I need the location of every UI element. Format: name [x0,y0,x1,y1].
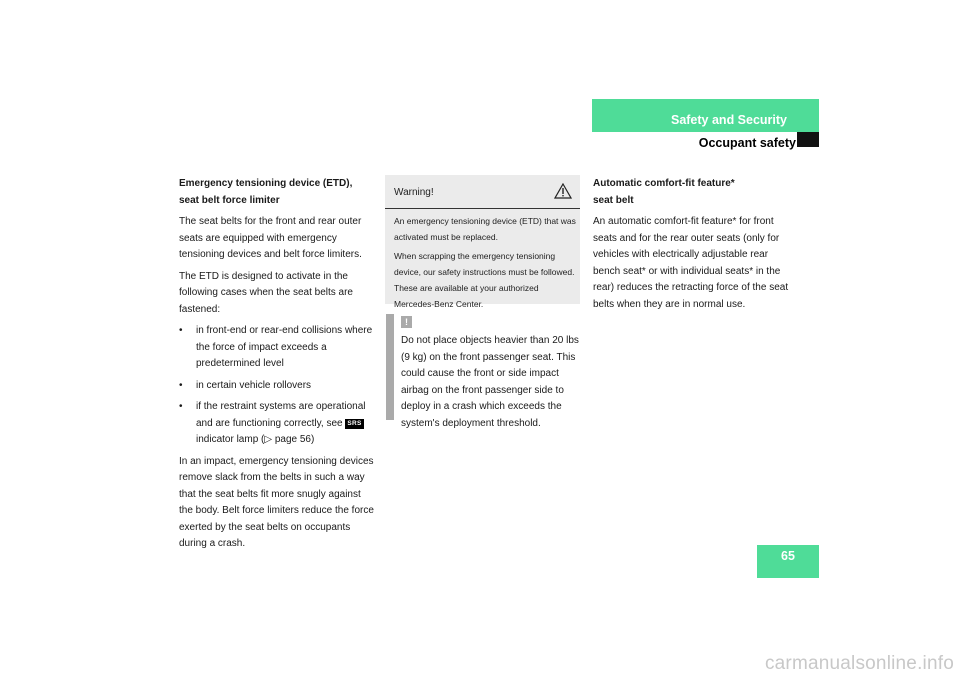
etd-heading-line2: seat belt force limiter [179,194,280,206]
page-ref-arrow-icon: ▷ [264,434,273,445]
footer-watermark: carmanualsonline.info [764,653,954,674]
page-number: 65 [781,549,795,563]
etd-heading-line1: Emergency tensioning device (ETD), [179,178,353,189]
bullet-dot: • [179,325,183,336]
comfort-fit-heading [593,176,793,209]
list-item [179,399,377,449]
notice-exclamation-icon: ! [401,316,412,328]
warning-header [385,175,580,209]
bullet-dot: • [179,379,183,391]
list-item [179,378,377,395]
left-column [179,176,377,558]
page-reference: page 56) [274,434,315,445]
bullet-dot: • [179,401,183,412]
etd-para-2: The ETD is designed to activate in the following cases when the seat belts are fastened: [179,270,353,315]
warning-title: Warning! [394,187,434,198]
header-marker [797,132,819,147]
etd-para-3: In an impact, emergency tensioning devices remove slack from the belts in such a way that the seat belts fit more snugly against the body. Belt force limiters reduce the force exerted by the seat belts on occupants during a crash. [179,455,374,549]
warning-triangle-icon [554,183,572,204]
bullet-text: if the restraint systems are operational and are functioning correctly, see [196,401,366,429]
notice-text: Do not place objects heavier than 20 lbs (9 kg) on the front passenger seat. This could cause the front or side impact airbag on the front passenger side to deploy in a crash which exceeds the system's deployment threshold. [401,335,579,429]
comfort-fit-heading-line2: seat belt [593,194,634,206]
section-header-band [592,99,819,132]
notice-bar [386,314,394,420]
bullet-text: in certain vehicle rollovers [196,379,312,391]
etd-heading [179,176,377,209]
page-number-box [757,545,819,578]
warning-box [385,175,580,309]
etd-bullet-list [179,323,377,449]
right-column [593,176,793,318]
warning-body [394,213,576,315]
section-title: Safety and Security [670,113,787,127]
comfort-fit-para: An automatic comfort-fit feature* for front seats and for the rear outer seats (only for vehicles with electrically adjustable rear bench seat* or with individual seats* in the rear) reduces the retracting force of the seat belts when they are in normal use. [593,216,789,310]
srs-indicator-icon: SRS [347,419,362,427]
warning-text-2: When scrapping the emergency tensioning device, our safety instructions must be followed. These are available at your authorized Mercedes-Benz Center. [394,251,575,309]
etd-para-1: The seat belts for the front and rear outer seats are equipped with emergency tensioning devices and belt force limiters. [179,216,362,260]
warning-text-1: An emergency tensioning device (ETD) that was activated must be replaced. [394,216,576,242]
comfort-fit-heading-line1: Automatic comfort-fit feature* [593,178,735,189]
bullet-text: in front-end or rear-end collisions where the force of impact exceeds a predetermined level [196,325,373,369]
subsection-title: Occupant safety [698,136,796,150]
list-item [179,323,377,373]
bullet-text-suffix: indicator lamp ( [196,434,265,445]
